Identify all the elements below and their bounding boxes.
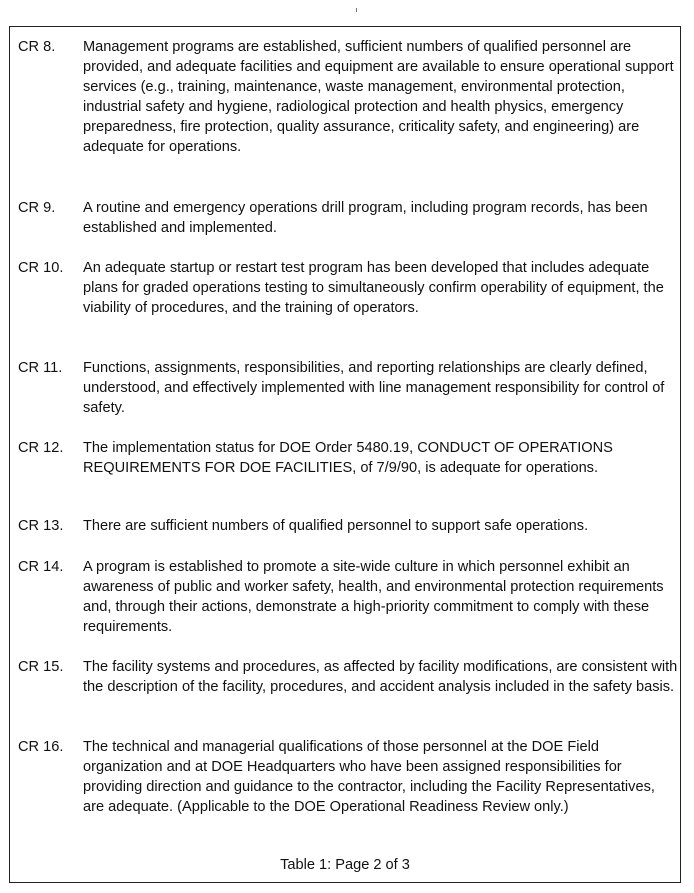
criterion-id: CR 11. [18, 360, 63, 376]
criterion-id: CR 16. [18, 739, 64, 755]
criterion-cr-10 [18, 258, 678, 318]
criterion-id: CR 8. [18, 39, 56, 55]
criterion-id: CR 13. [18, 518, 64, 534]
criterion-text: There are sufficient numbers of qualified personnel to support safe operations. [83, 518, 589, 534]
criterion-cr-16 [18, 737, 678, 817]
criterion-id: CR 10. [18, 260, 64, 276]
criterion-cr-8 [18, 37, 678, 157]
criterion-text: Functions, assignments, responsibilities, and reporting relationships are clearly defined, understood, and effectively implemented with line management responsibility for control of safety. [83, 360, 665, 416]
criterion-text: A program is established to promote a site-wide culture in which personnel exhibit an awareness of public and worker safety, health, and environmental protection requirements and, through their actions, demonstrate a high-priority commitment to comply with these requirements. [83, 559, 664, 635]
criterion-text: The implementation status for DOE Order 5480.19, CONDUCT OF OPERATIONS REQUIREMENTS FOR DOE FACILITIES, of 7/9/90, is adequate for operations. [83, 440, 613, 476]
criterion-text: Management programs are established, sufficient numbers of qualified personnel are provided, and adequate facilities and equipment are available to ensure operational support services (e.g., training, maintenance, waste management, environmental protection, industrial safety and hygiene, radiological protection and health physics, emergency preparedness, fire protection, quality assurance, criticality safety, and engineering) are adequate for operations. [83, 39, 674, 155]
criterion-id: CR 14. [18, 559, 64, 575]
criterion-cr-9 [18, 198, 678, 238]
criterion-cr-15 [18, 657, 678, 697]
criterion-cr-14 [18, 557, 678, 637]
criterion-text: The facility systems and procedures, as affected by facility modifications, are consistent with the description of the facility, procedures, and accident analysis included in the safety basis. [83, 659, 678, 695]
criterion-cr-12 [18, 438, 678, 478]
criterion-id: CR 15. [18, 659, 64, 675]
criterion-id: CR 12. [18, 440, 64, 456]
page-footer: Table 1: Page 2 of 3 [280, 857, 410, 873]
criterion-text: An adequate startup or restart test program has been developed that includes adequate plans for graded operations testing to simultaneously confirm operability of equipment, the viability of procedures, and the training of operators. [83, 260, 664, 316]
criterion-cr-13 [18, 516, 678, 536]
criterion-cr-11 [18, 358, 678, 418]
criterion-text: The technical and managerial qualifications of those personnel at the DOE Field organization and at DOE Headquarters who have been assigned responsibilities for providing direction and guidance to the contractor, including the Facility Representatives, are adequate. (Applicable to the DOE Operational Readiness Review only.) [83, 739, 655, 815]
criterion-id: CR 9. [18, 200, 56, 216]
criterion-text: A routine and emergency operations drill program, including program records, has been established and implemented. [83, 200, 648, 236]
scan-mark [356, 8, 357, 12]
